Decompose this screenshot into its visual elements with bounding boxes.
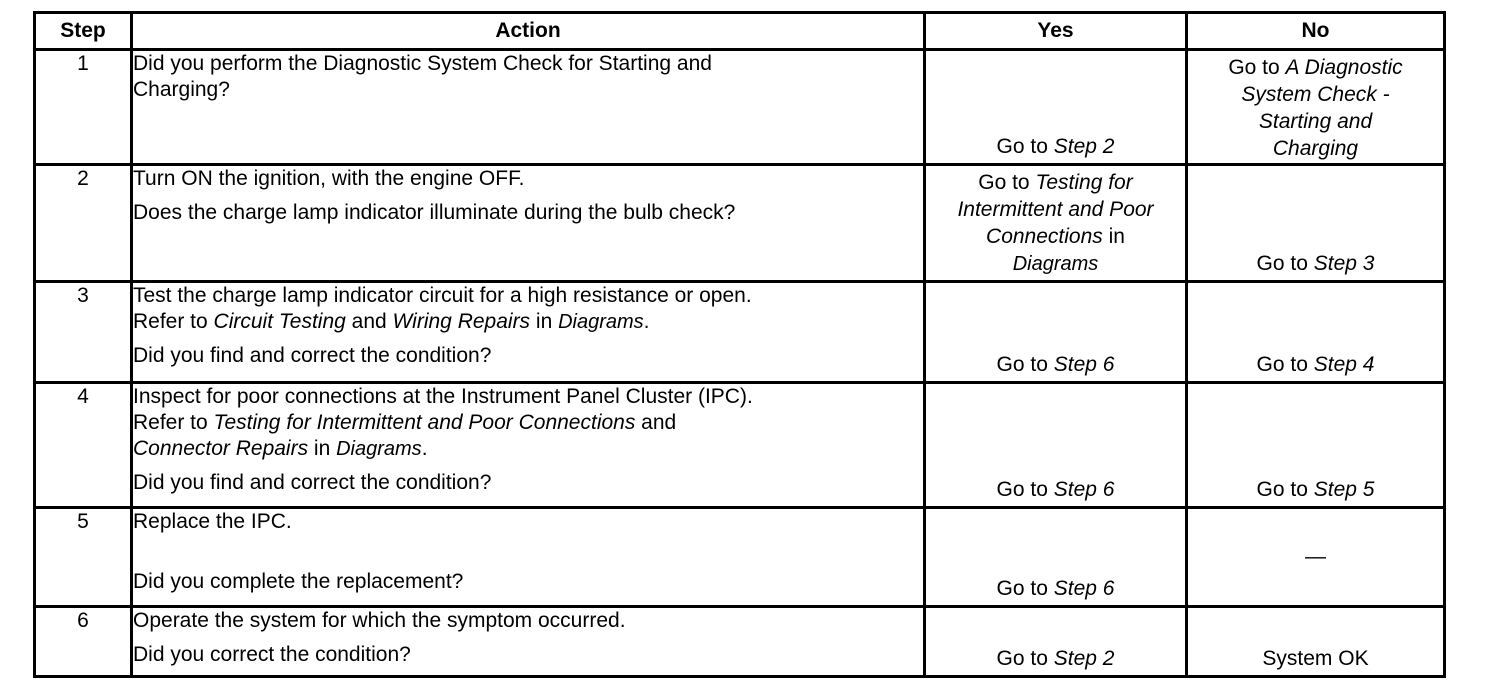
action-question: Does the charge lamp indicator illuminate during the bulb check? <box>133 201 736 224</box>
yes-link: Intermittent and Poor <box>957 198 1154 221</box>
yes-cell <box>925 282 1187 383</box>
action-text: in <box>530 310 559 333</box>
no-cell <box>1187 50 1445 165</box>
reference-link: Diagrams <box>336 438 422 460</box>
no-cell <box>1187 508 1445 607</box>
table-row <box>35 607 1445 677</box>
header-step: Step <box>35 13 132 50</box>
action-text: in <box>308 437 337 460</box>
action-cell <box>132 50 925 165</box>
action-text: Replace the IPC. <box>133 510 292 533</box>
yes-link: Diagrams <box>1012 253 1099 275</box>
action-text: and <box>345 310 393 333</box>
header-yes: Yes <box>925 13 1187 50</box>
yes-link: Step 6 <box>1053 478 1115 501</box>
reference-link: Wiring Repairs <box>392 310 531 333</box>
step-number: 5 <box>35 508 132 607</box>
reference-link: Circuit Testing <box>213 310 346 333</box>
action-text: and <box>635 411 677 434</box>
action-text: Charging? <box>133 78 230 101</box>
yes-link: Step 2 <box>1053 135 1115 158</box>
yes-link: Step 6 <box>1053 353 1115 376</box>
action-text: Turn ON the ignition, with the engine OFF. <box>133 167 525 190</box>
yes-prefix: Go to <box>996 478 1054 501</box>
action-text: Refer to <box>133 310 214 333</box>
yes-cell <box>925 508 1187 607</box>
step-number: 4 <box>35 383 132 508</box>
yes-prefix: Go to <box>978 171 1036 194</box>
no-link: Step 4 <box>1313 353 1375 376</box>
no-link: A Diagnostic <box>1285 56 1403 79</box>
reference-link: Connector Repairs <box>133 437 309 460</box>
action-text: Test the charge lamp indicator circuit for a high resistance or open. <box>133 284 752 307</box>
no-prefix: Go to <box>1228 56 1286 79</box>
yes-cell <box>925 607 1187 677</box>
action-cell <box>132 383 925 508</box>
no-cell <box>1187 165 1445 282</box>
yes-link: Testing for <box>1035 171 1133 194</box>
no-link: Step 3 <box>1313 252 1375 275</box>
yes-prefix: Go to <box>996 353 1054 376</box>
no-link: Charging <box>1272 137 1359 160</box>
no-cell <box>1187 383 1445 508</box>
yes-prefix: Go to <box>996 135 1054 158</box>
no-link: System Check - <box>1241 83 1390 106</box>
table-row <box>35 50 1445 165</box>
yes-prefix: Go to <box>996 647 1054 670</box>
step-number: 1 <box>35 50 132 165</box>
no-prefix: Go to <box>1256 353 1314 376</box>
table-row <box>35 282 1445 383</box>
no-result: System OK <box>1262 647 1369 670</box>
yes-link: Step 6 <box>1053 577 1115 600</box>
action-cell <box>132 508 925 607</box>
yes-in: in <box>1102 225 1125 248</box>
no-dash: — <box>1305 545 1326 568</box>
reference-link: Testing for Intermittent and Poor Connections <box>213 411 636 434</box>
table-row <box>35 165 1445 282</box>
table-row <box>35 508 1445 607</box>
yes-cell <box>925 50 1187 165</box>
yes-cell <box>925 383 1187 508</box>
action-question: Did you find and correct the condition? <box>133 344 492 367</box>
yes-link: Step 2 <box>1053 647 1115 670</box>
no-link: Step 5 <box>1313 478 1375 501</box>
no-prefix: Go to <box>1256 252 1314 275</box>
action-question: Did you complete the replacement? <box>133 570 464 593</box>
action-cell <box>132 607 925 677</box>
reference-link: Diagrams <box>558 311 644 333</box>
action-cell <box>132 165 925 282</box>
action-text: Refer to <box>133 411 214 434</box>
no-cell <box>1187 607 1445 677</box>
action-cell <box>132 282 925 383</box>
action-question: Did you correct the condition? <box>133 643 411 666</box>
step-number: 2 <box>35 165 132 282</box>
action-text: Operate the system for which the symptom occurred. <box>133 609 626 632</box>
no-prefix: Go to <box>1256 478 1314 501</box>
action-text: Inspect for poor connections at the Instrument Panel Cluster (IPC). <box>133 385 753 408</box>
yes-cell <box>925 165 1187 282</box>
action-text: . <box>643 310 650 333</box>
header-no: No <box>1187 13 1445 50</box>
yes-prefix: Go to <box>996 577 1054 600</box>
action-text: Did you perform the Diagnostic System Check for Starting and <box>133 52 712 75</box>
step-number: 6 <box>35 607 132 677</box>
table-row <box>35 383 1445 508</box>
no-link: Starting and <box>1258 110 1373 133</box>
action-text: . <box>421 437 428 460</box>
step-number: 3 <box>35 282 132 383</box>
diagnostic-table <box>33 11 1446 678</box>
header-row <box>35 13 1445 50</box>
action-question: Did you find and correct the condition? <box>133 471 492 494</box>
header-action: Action <box>132 13 925 50</box>
yes-link: Connections <box>986 225 1103 248</box>
no-cell <box>1187 282 1445 383</box>
